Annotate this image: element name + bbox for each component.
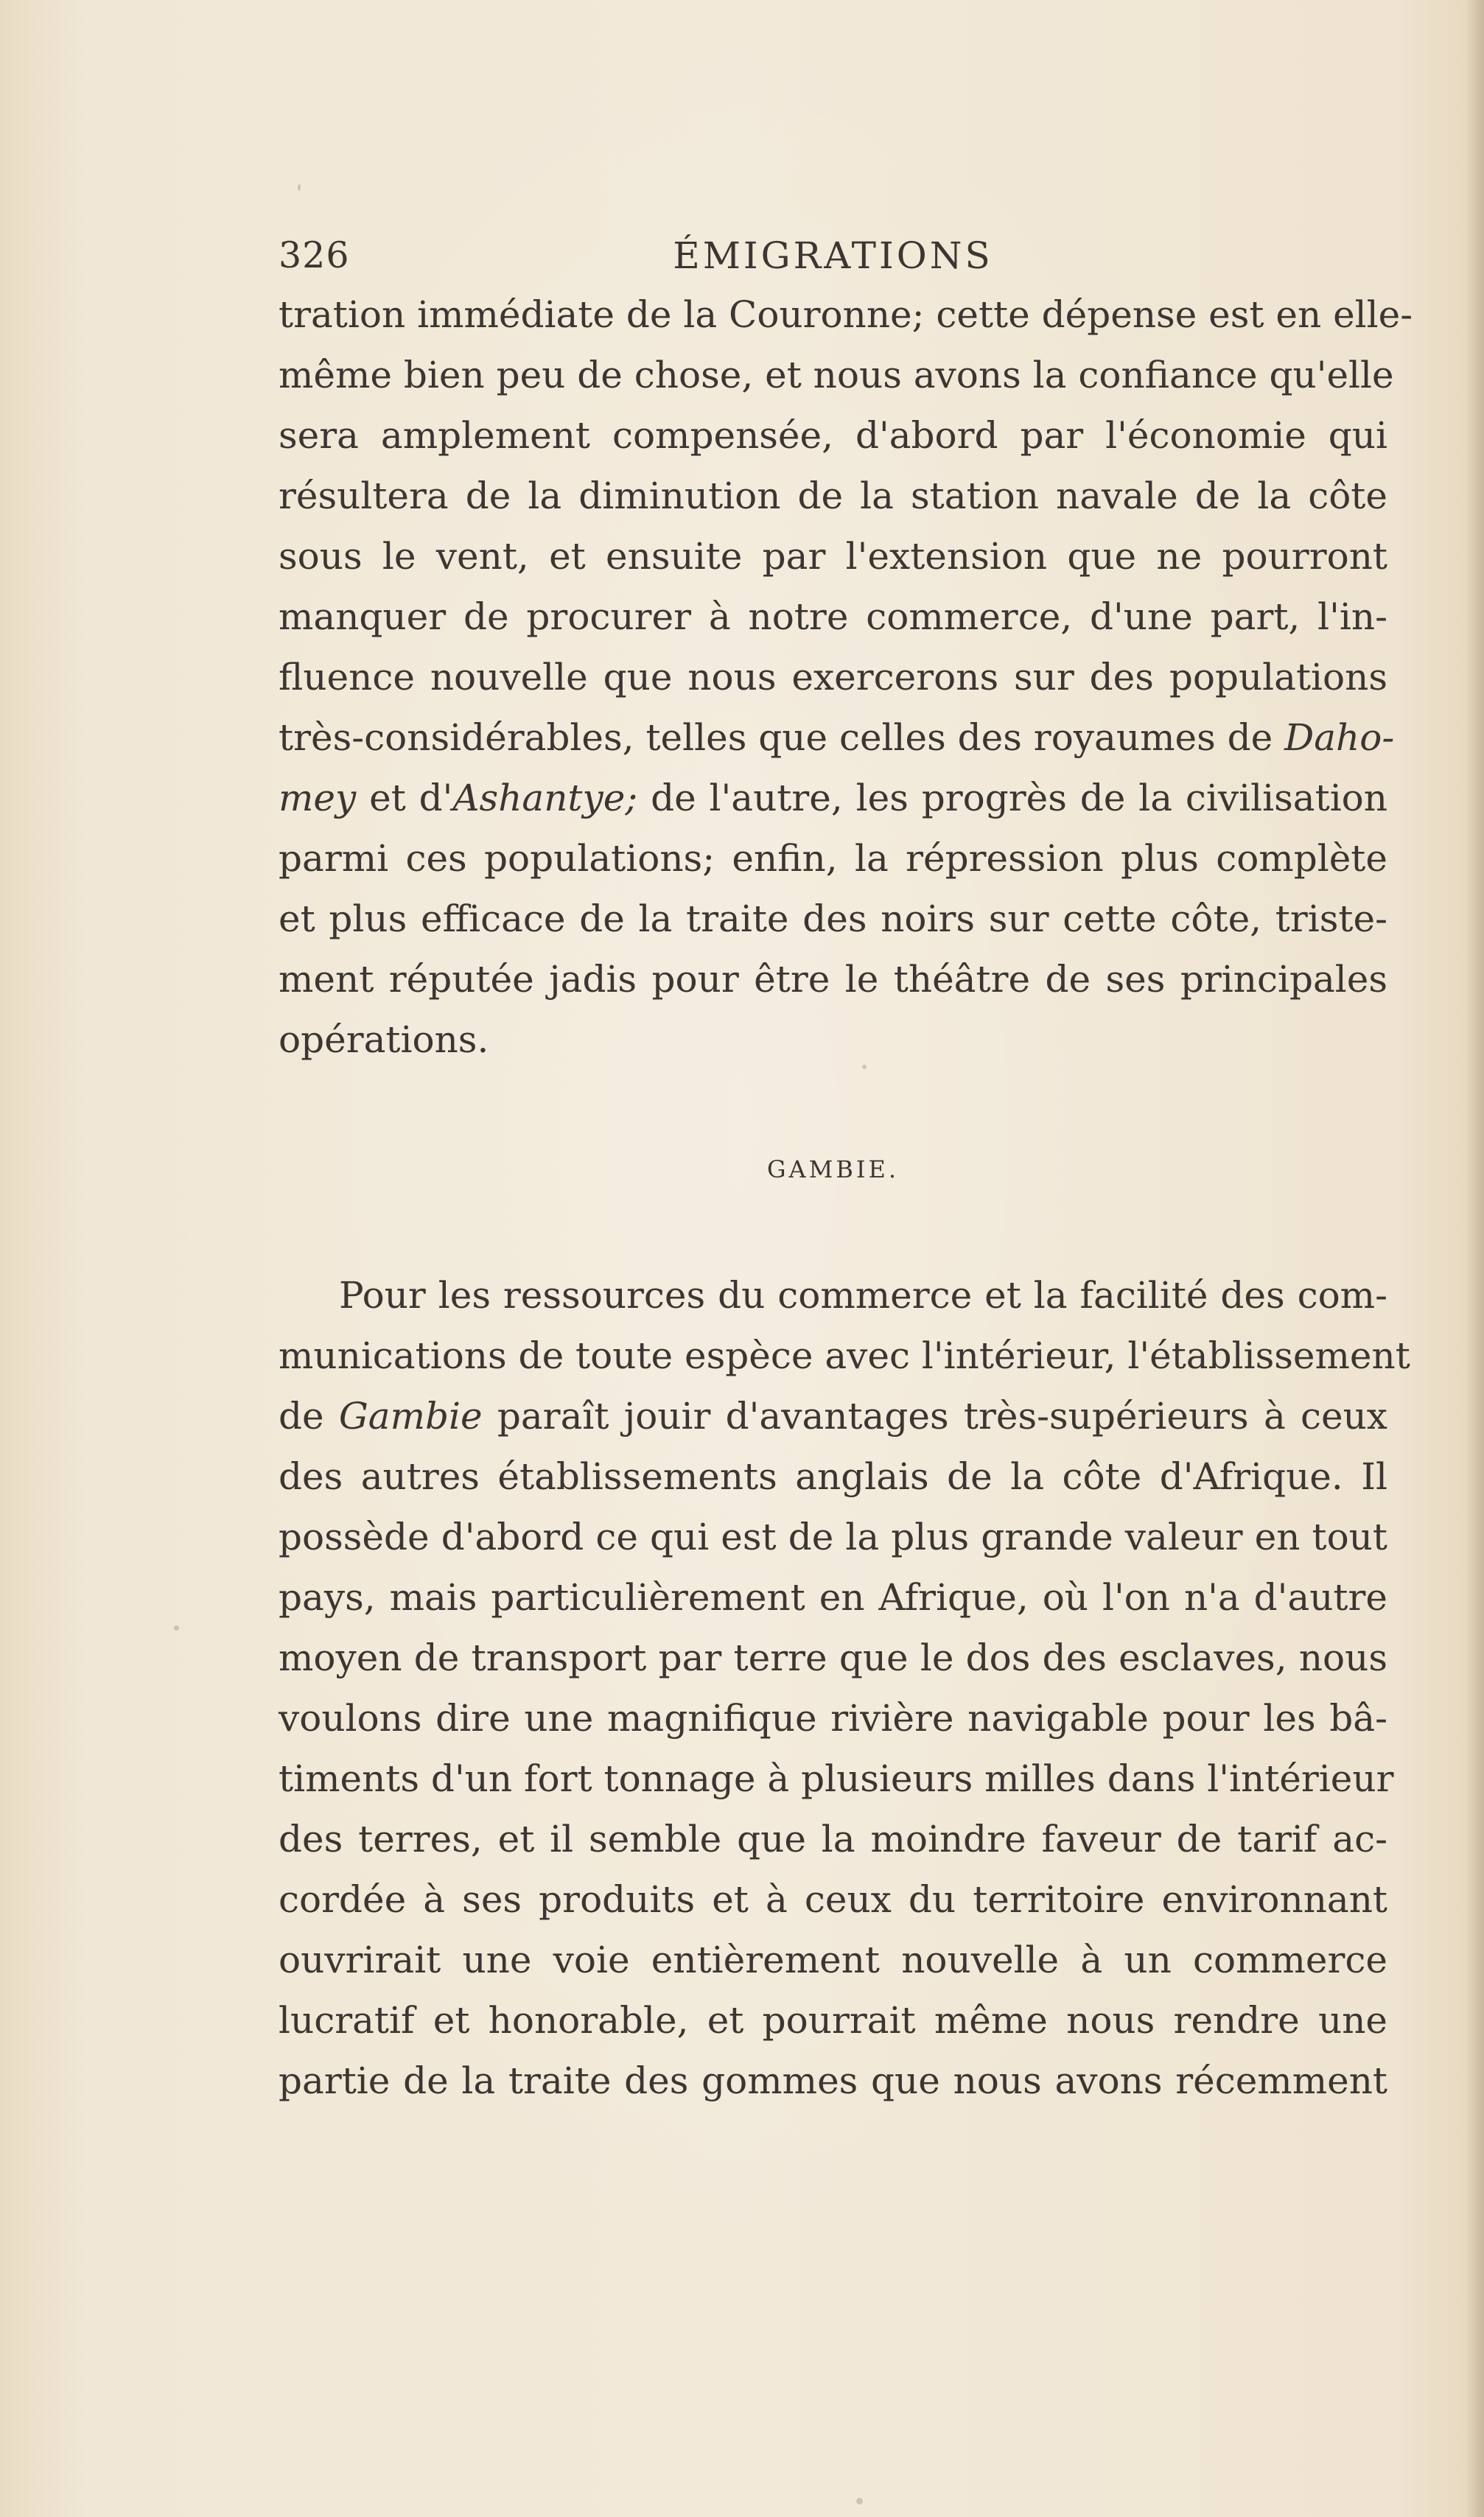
text-line: fluence nouvelle que nous exercerons sur des populations: [279, 656, 1387, 699]
running-header: [279, 234, 1387, 289]
text-line: cordée à ses produits et à ceux du territoire environnant: [279, 1878, 1387, 1921]
text-line: ouvrirait une voie entièrement nouvelle à un commerce: [279, 1939, 1387, 1981]
text-line: tration immédiate de la Couronne; cette dépense est en elle-: [279, 293, 1413, 336]
page-edge-shadow: [1465, 0, 1484, 2517]
italic-place-name: Daho-: [1284, 716, 1395, 759]
text-line: moyen de transport par terre que le dos des esclaves, nous: [279, 1636, 1387, 1679]
text-line: parmi ces populations; enfin, la répression plus complète: [279, 837, 1387, 880]
text-line: manquer de procurer à notre commerce, d'une part, l'in-: [279, 595, 1387, 638]
text-line: résultera de la diminution de la station navale de la côte: [279, 475, 1387, 517]
text-line: et plus efficace de la traite des noirs sur cette côte, triste-: [279, 897, 1387, 940]
italic-place-name: Gambie: [338, 1395, 483, 1438]
text-fragment: paraît jouir d'avantages très-supérieurs à ceux: [482, 1395, 1387, 1438]
paper-speck: [174, 1625, 179, 1631]
text-line: des terres, et il semble que la moindre faveur de tarif ac-: [279, 1818, 1387, 1860]
text-line: opérations.: [279, 1018, 489, 1061]
running-title: ÉMIGRATIONS: [673, 234, 993, 277]
text-line: des autres établissements anglais de la côte d'Afrique. Il: [279, 1455, 1387, 1498]
text-line: [279, 1387, 1387, 1446]
text-line: Pour les ressources du commerce et la facilité des com-: [339, 1274, 1387, 1317]
text-line: voulons dire une magnifique rivière navigable pour les bâ-: [279, 1697, 1387, 1740]
text-line: ment réputée jadis pour être le théâtre de ses principales: [279, 958, 1387, 1001]
text-line: partie de la traite des gommes que nous avons récemment: [279, 2059, 1387, 2102]
italic-place-name: mey: [279, 777, 357, 819]
page-number: 326: [279, 234, 350, 276]
text-line: [279, 769, 1387, 827]
text-fragment: très-considérables, telles que celles des royaumes de: [279, 716, 1285, 759]
text-fragment: de l'autre, les progrès de la civilisation: [637, 777, 1387, 819]
text-fragment: et d': [356, 777, 453, 819]
text-line: timents d'un fort tonnage à plusieurs milles dans l'intérieur: [279, 1757, 1394, 1800]
text-line: pays, mais particulièrement en Afrique, où l'on n'a d'autre: [279, 1576, 1387, 1619]
text-line: [279, 708, 1395, 767]
text-line: même bien peu de chose, et nous avons la confiance qu'elle: [279, 354, 1394, 396]
text-line: possède d'abord ce qui est de la plus grande valeur en tout: [279, 1516, 1387, 1558]
text-fragment: de: [279, 1395, 339, 1438]
italic-place-name: Ashantye;: [452, 777, 638, 819]
text-line: lucratif et honorable, et pourrait même nous rendre une: [279, 1999, 1387, 2042]
text-line: sera amplement compensée, d'abord par l'économie qui: [279, 414, 1387, 457]
paper-speck: [856, 2498, 863, 2504]
text-line: sous le vent, et ensuite par l'extension que ne pourront: [279, 535, 1387, 578]
paper-speck: [298, 184, 301, 191]
text-line: munications de toute espèce avec l'intérieur, l'établissement: [279, 1334, 1410, 1377]
section-heading: GAMBIE.: [766, 1155, 900, 1183]
